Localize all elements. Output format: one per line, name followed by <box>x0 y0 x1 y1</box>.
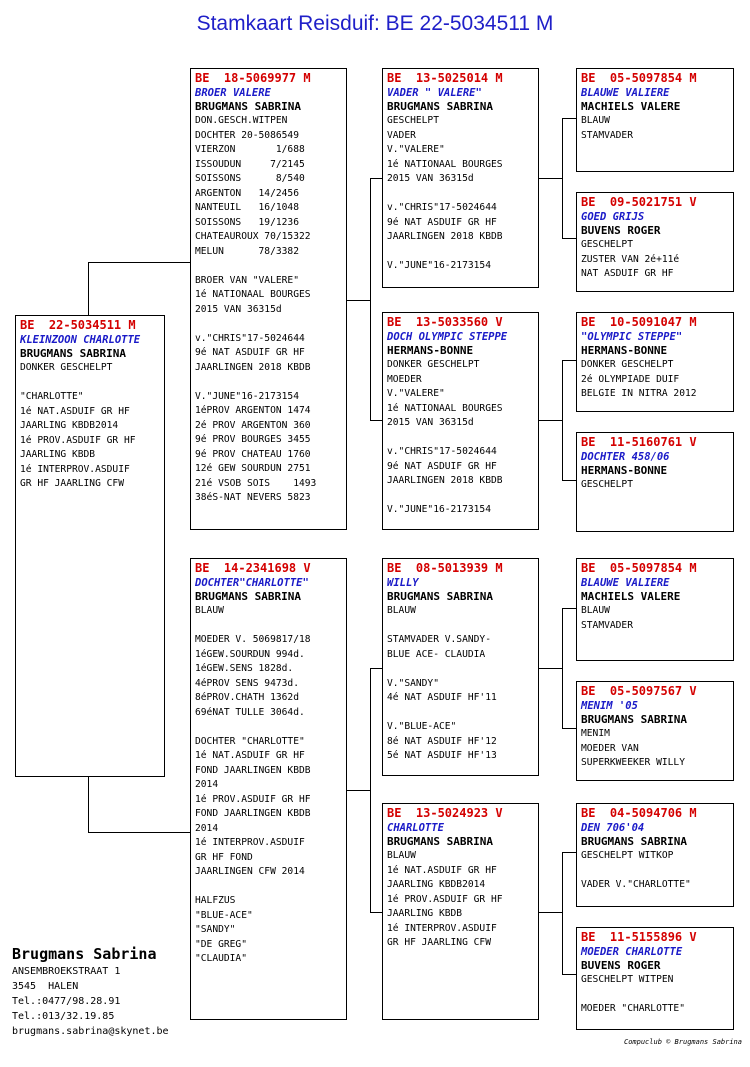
connector-line <box>562 238 576 239</box>
breeder-name: BRUGMANS SABRINA <box>581 835 687 848</box>
pigeon-info: GESCHELPT ZUSTER VAN 2é+11é NAT ASDUIF GR HF <box>581 239 680 279</box>
ring-number: BE 18-5069977 M <box>195 71 311 85</box>
pigeon-name: BROER VALERE <box>195 87 271 99</box>
ring-number: BE 04-5094706 M <box>581 806 697 820</box>
connector-line <box>538 912 562 913</box>
pedigree-card-sds <box>576 312 734 412</box>
connector-line <box>370 912 382 913</box>
pigeon-info: GESCHELPT WITPEN MOEDER "CHARLOTTE" <box>581 974 685 1014</box>
pigeon-name: DEN 706'04 <box>581 822 645 834</box>
pigeon-name: DOCHTER 458/06 <box>581 451 670 463</box>
connector-line <box>562 852 576 853</box>
pedigree-card-dam-dam <box>382 803 539 1020</box>
pigeon-info: DONKER GESCHELPT "CHARLOTTE" 1é NAT.ASDUIF GR HF JAARLING KBDB2014 1é PROV.ASDUIF GR HF JAARLING KBDB 1é INTERPROV.ASDUIF GR HF JAARLING CFW <box>20 362 136 489</box>
pedigree-card-dam-sire <box>382 558 539 776</box>
pigeon-info: BLAUW MOEDER V. 5069817/18 1éGEW.SOURDUN 994d. 1éGEW.SENS 1828d. 4éPROV SENS 9473d. 8éPROV.CHATH 1362d 69éNAT TULLE 3064d. DOCHTER "CHARLOTTE" 1é NAT.ASDUIF GR HF FOND JAARLINGEN KBDB 2014 1é PROV.ASDUIF GR HF FOND JAARLINGEN KBDB 2014 1é INTERPROV.ASDUIF GR HF FOND JAARLINGEN CFW 2014 HALFZUS "BLUE-ACE" "SANDY" "DE GREG" "CLAUDIA" <box>195 605 311 964</box>
pigeon-info: BLAUW STAMVADER <box>581 115 633 141</box>
pigeon-info: BLAUW STAMVADER V.SANDY- BLUE ACE- CLAUDIA V."SANDY" 4é NAT ASDUIF HF'11 V."BLUE-ACE" 8é NAT ASDUIF HF'12 5é NAT ASDUIF HF'13 <box>387 605 497 761</box>
pigeon-info: BLAUW 1é NAT.ASDUIF GR HF JAARLING KBDB2014 1é PROV.ASDUIF GR HF JAARLING KBDB 1é INTERPROV.ASDUIF GR HF JAARLING CFW <box>387 850 503 948</box>
breeder-name: BRUGMANS SABRINA <box>195 590 301 603</box>
ring-number: BE 13-5033560 V <box>387 315 503 329</box>
owner-phone: Tel.:013/32.19.85 <box>12 1011 115 1022</box>
connector-line <box>346 790 370 791</box>
pedigree-card-sss <box>576 68 734 172</box>
connector-line <box>538 178 562 179</box>
ring-number: BE 11-5155896 V <box>581 930 697 944</box>
ring-number: BE 22-5034511 M <box>20 318 136 332</box>
breeder-name: BRUGMANS SABRINA <box>387 100 493 113</box>
connector-line <box>562 360 563 480</box>
connector-line <box>370 668 371 912</box>
breeder-name: HERMANS-BONNE <box>581 464 668 477</box>
connector-line <box>88 262 190 263</box>
connector-line <box>562 480 576 481</box>
breeder-name: MACHIELS VALERE <box>581 590 681 603</box>
pedigree-card-dam <box>190 558 347 1020</box>
connector-line <box>562 118 576 119</box>
pedigree-card-sire <box>190 68 347 530</box>
owner-address: ANSEMBROEKSTRAAT 1 <box>12 966 121 977</box>
breeder-name: BRUGMANS SABRINA <box>581 713 687 726</box>
pedigree-card-dds <box>576 803 734 907</box>
breeder-name: HERMANS-BONNE <box>581 344 668 357</box>
breeder-name: HERMANS-BONNE <box>387 344 474 357</box>
connector-line <box>370 178 382 179</box>
ring-number: BE 05-5097854 M <box>581 561 697 575</box>
ring-number: BE 05-5097567 V <box>581 684 697 698</box>
pigeon-name: DOCH OLYMPIC STEPPE <box>387 331 508 343</box>
pigeon-info: BLAUW STAMVADER <box>581 605 633 631</box>
pigeon-name: "OLYMPIC STEPPE" <box>581 331 683 343</box>
pigeon-info: MENIM MOEDER VAN SUPERKWEEKER WILLY <box>581 728 685 768</box>
pedigree-card-ddd <box>576 927 734 1030</box>
owner-city: 3545 HALEN <box>12 981 79 992</box>
pigeon-info: DON.GESCH.WITPEN DOCHTER 20-5086549 VIERZON 1/688 ISSOUDUN 7/2145 SOISSONS 8/540 ARGENTON 14/2456 NANTEUIL 16/1048 SOISSONS 19/1236 CHATEAUROUX 70/15322 MELUN 78/3382 BROER VAN "VALERE" 1é NATIONAAL BOURGES 2015 VAN 36315d v."CHRIS"17-5024644 9é NAT ASDUIF GR HF JAARLINGEN 2018 KBDB V."JUNE"16-2173154 1éPROV ARGENTON 1474 2é PROV ARGENTON 360 9é PROV BOURGES 3455 9é PROV CHATEAU 1760 12é GEW SOURDUN 2751 21é VSOB SOIS 1493 38éS-NAT NEVERS 5823 <box>195 115 317 503</box>
ring-number: BE 13-5024923 V <box>387 806 503 820</box>
pigeon-name: BLAUWE VALIERE <box>581 577 670 589</box>
pigeon-name: VADER " VALERE" <box>387 87 482 99</box>
pedigree-card-sire-dam <box>382 312 539 530</box>
connector-line <box>562 360 576 361</box>
ring-number: BE 13-5025014 M <box>387 71 503 85</box>
connector-line <box>538 420 562 421</box>
ring-number: BE 08-5013939 M <box>387 561 503 575</box>
pigeon-name: GOED GRIJS <box>581 211 645 223</box>
connector-line <box>562 608 563 728</box>
pigeon-info: GESCHELPT WITKOP VADER V."CHARLOTTE" <box>581 850 691 890</box>
connector-line <box>538 668 562 669</box>
connector-line <box>370 420 382 421</box>
page-title: Stamkaart Reisduif: BE 22-5034511 M <box>196 12 554 35</box>
ring-number: BE 10-5091047 M <box>581 315 697 329</box>
pigeon-info: GESCHELPT <box>581 479 633 490</box>
breeder-name: BUVENS ROGER <box>581 224 661 237</box>
connector-line <box>562 118 563 238</box>
owner-email: brugmans.sabrina@skynet.be <box>12 1026 169 1037</box>
pigeon-name: DOCHTER"CHARLOTTE" <box>195 577 309 589</box>
pigeon-name: MENIM '05 <box>581 700 638 712</box>
connector-line <box>88 832 190 833</box>
pedigree-card-subject <box>15 315 165 777</box>
breeder-name: BRUGMANS SABRINA <box>195 100 301 113</box>
pedigree-card-sdd <box>576 432 734 532</box>
footer-credit: Compuclub © Brugmans Sabrina <box>623 1038 742 1046</box>
pigeon-info: GESCHELPT VADER V."VALERE" 1é NATIONAAL BOURGES 2015 VAN 36315d v."CHRIS"17-5024644 9é NAT ASDUIF GR HF JAARLINGEN 2018 KBDB V."JUNE"16-2173154 <box>387 115 503 271</box>
connector-line <box>346 300 370 301</box>
owner-block <box>12 944 169 1039</box>
pigeon-name: BLAUWE VALIERE <box>581 87 670 99</box>
ring-number: BE 14-2341698 V <box>195 561 311 575</box>
connector-line <box>370 668 382 669</box>
pigeon-name: MOEDER CHARLOTTE <box>581 946 683 958</box>
owner-phone: Tel.:0477/98.28.91 <box>12 996 121 1007</box>
connector-line <box>562 608 576 609</box>
pedigree-card-dsd <box>576 681 734 781</box>
connector-line <box>562 852 563 974</box>
connector-line <box>562 728 576 729</box>
ring-number: BE 11-5160761 V <box>581 435 697 449</box>
connector-line <box>562 974 576 975</box>
pigeon-info: DONKER GESCHELPT 2é OLYMPIADE DUIF BELGIE IN NITRA 2012 <box>581 359 697 399</box>
connector-line <box>370 178 371 420</box>
breeder-name: MACHIELS VALERE <box>581 100 681 113</box>
owner-name: Brugmans Sabrina <box>12 945 157 963</box>
pigeon-name: CHARLOTTE <box>387 822 444 834</box>
connector-line <box>88 776 89 832</box>
pedigree-card-ssd <box>576 192 734 292</box>
ring-number: BE 09-5021751 V <box>581 195 697 209</box>
pigeon-name: KLEINZOON CHARLOTTE <box>20 334 141 346</box>
breeder-name: BRUGMANS SABRINA <box>20 347 126 360</box>
pigeon-name: WILLY <box>387 577 419 589</box>
breeder-name: BRUGMANS SABRINA <box>387 835 493 848</box>
breeder-name: BRUGMANS SABRINA <box>387 590 493 603</box>
pedigree-card-sire-sire <box>382 68 539 288</box>
pigeon-info: DONKER GESCHELPT MOEDER V."VALERE" 1é NATIONAAL BOURGES 2015 VAN 36315d v."CHRIS"17-5024644 9é NAT ASDUIF GR HF JAARLINGEN 2018 KBDB V."JUNE"16-2173154 <box>387 359 503 515</box>
breeder-name: BUVENS ROGER <box>581 959 661 972</box>
connector-line <box>88 262 89 316</box>
pedigree-card-dss <box>576 558 734 661</box>
ring-number: BE 05-5097854 M <box>581 71 697 85</box>
